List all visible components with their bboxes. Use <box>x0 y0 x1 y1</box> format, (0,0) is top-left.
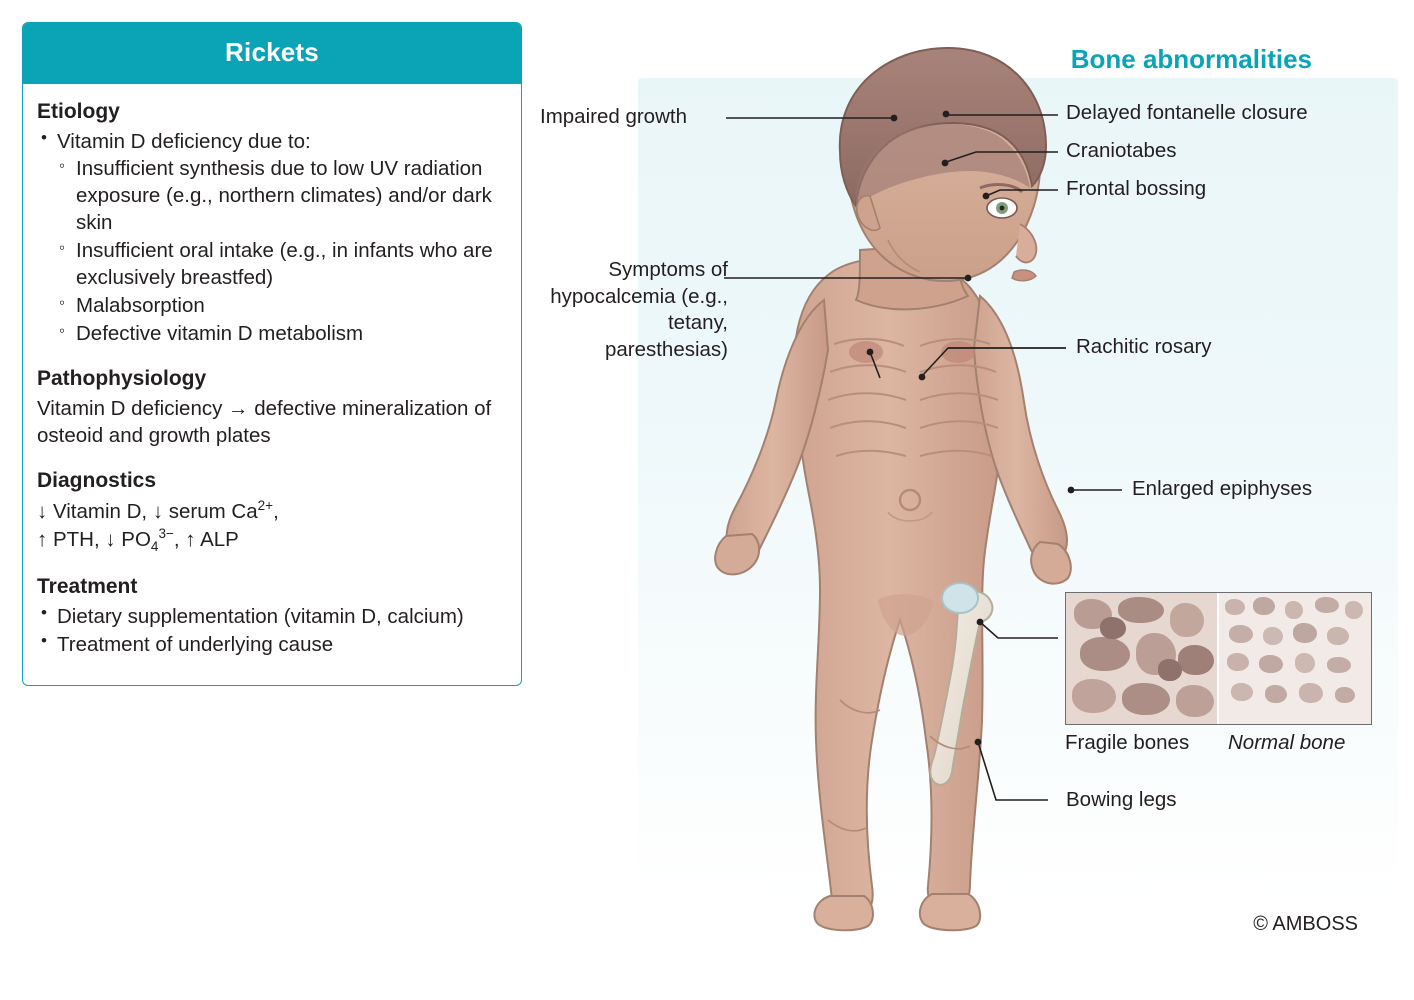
calcium-charge: 2+ <box>257 497 274 513</box>
section-etiology <box>37 98 503 347</box>
rickets-info-card <box>22 22 522 686</box>
label-frontal-bossing: Frontal bossing <box>1066 177 1207 200</box>
list-item: ◦ Insufficient oral intake (e.g., in infants who are exclusively breastfed) <box>57 237 503 291</box>
list-item: ◦ Malabsorption <box>57 292 503 319</box>
treatment-list <box>37 603 503 658</box>
diagnostics-line-2-tail: , ↑ ALP <box>173 527 239 551</box>
card-body <box>23 84 521 685</box>
section-heading: Etiology <box>37 100 120 123</box>
fragile-bone-image <box>1066 593 1219 724</box>
section-heading: Pathophysiology <box>37 367 207 391</box>
label-enlarged-epiphyses: Enlarged epiphyses <box>1132 477 1313 500</box>
section-heading: Diagnostics <box>37 468 157 492</box>
list-item: • Dietary supplementation (vitamin D, calcium) <box>37 603 503 630</box>
section-treatment <box>37 573 503 658</box>
label-fragile-bones: Fragile bones <box>1065 731 1190 754</box>
label-normal-bone: Normal bone <box>1228 731 1346 754</box>
phosphate-subscript: 4 <box>150 538 159 554</box>
etiology-sublist <box>57 155 503 347</box>
section-heading: Treatment <box>37 575 138 599</box>
figure-title: Bone abnormalities <box>1070 44 1312 74</box>
list-item-text: Vitamin D deficiency due to: <box>57 129 311 153</box>
list-item: • Treatment of underlying cause <box>37 631 503 658</box>
copyright-notice: © AMBOSS <box>1253 913 1358 935</box>
phosphate-charge: 3− <box>158 525 174 541</box>
label-bowing-legs: Bowing legs <box>1066 788 1177 811</box>
diagnostics-line-1-text: ↓ Vitamin D, ↓ serum Ca <box>37 499 258 523</box>
label-hypocalcemia: Symptoms of hypocalcemia (e.g., tetany, paresthesias) <box>550 258 728 361</box>
diagnostics-line-1-tail: , <box>273 499 279 523</box>
normal-bone-image <box>1217 593 1372 724</box>
bone-comparison-inset <box>1065 592 1372 725</box>
list-item: ◦ Insufficient synthesis due to low UV radiation exposure (e.g., northern climates) and/or dark skin <box>57 155 503 236</box>
label-impaired-growth: Impaired growth <box>540 105 687 128</box>
card-title: Rickets <box>23 23 521 84</box>
label-craniotabes: Craniotabes <box>1066 139 1177 162</box>
pathophysiology-text: Vitamin D deficiency → defective mineralization of osteoid and growth plates <box>37 396 492 447</box>
section-diagnostics <box>37 467 503 555</box>
list-item: ◦ Defective vitamin D metabolism <box>57 320 503 347</box>
diagnostics-line-2 <box>37 525 503 556</box>
diagnostics-line-2-text: ↑ PTH, ↓ PO <box>37 527 151 551</box>
label-delayed-fontanelle-closure: Delayed fontanelle closure <box>1066 101 1308 124</box>
diagnostics-line-1 <box>37 497 503 525</box>
etiology-list <box>37 128 503 347</box>
list-item <box>37 128 503 347</box>
bone-abnormalities-figure <box>528 0 1414 1000</box>
label-rachitic-rosary: Rachitic rosary <box>1076 335 1212 358</box>
section-pathophysiology <box>37 365 503 449</box>
